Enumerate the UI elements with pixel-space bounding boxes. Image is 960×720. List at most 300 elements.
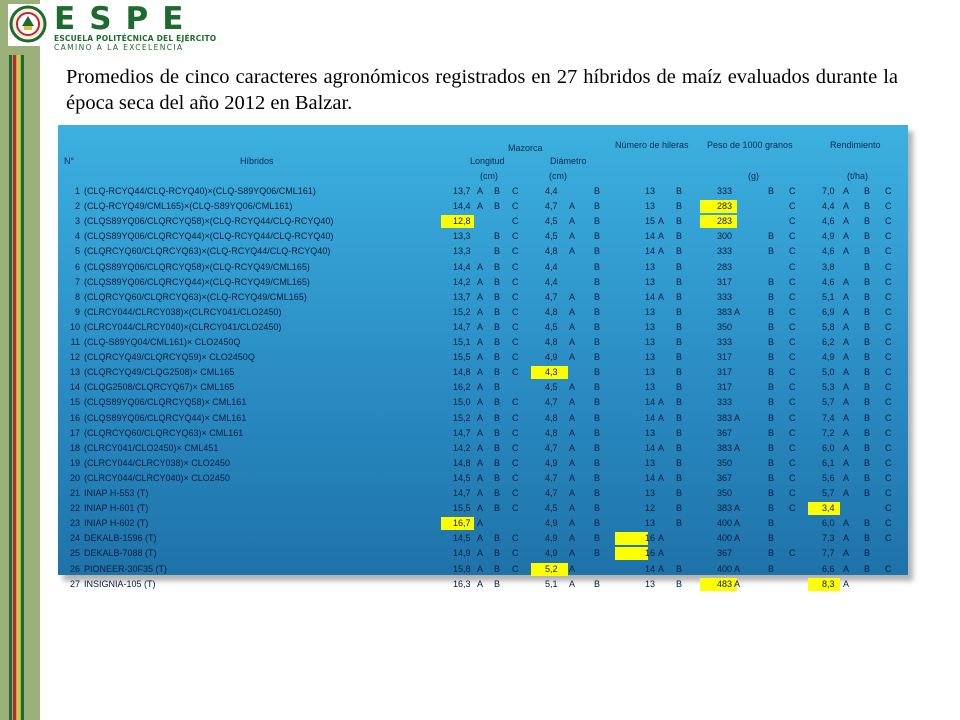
cell-n: 11 <box>70 337 80 347</box>
cell-pv: 283 <box>717 201 733 212</box>
cell-pb: B <box>768 472 775 483</box>
cell-lb: B <box>494 246 501 257</box>
cell-nb: B <box>676 578 683 589</box>
cell-n: 19 <box>69 457 80 468</box>
cell-nv: 14 <box>645 246 656 257</box>
table-row <box>0 441 960 456</box>
cell-da: A <box>569 397 576 408</box>
header-numero-hileras: Número de hileras <box>615 140 689 150</box>
cell-h: INIAP H-601 (T) <box>84 503 149 514</box>
cell-n: 16 <box>69 412 80 423</box>
cell-db: B <box>594 457 601 468</box>
cell-nb: B <box>676 457 683 468</box>
cell-pb: B <box>768 337 775 347</box>
cell-da: A <box>569 216 576 227</box>
cell-rc: C <box>885 216 892 227</box>
cell-nv: 13 <box>645 321 656 332</box>
cell-lb: B <box>494 503 501 514</box>
cell-lb: B <box>494 412 501 423</box>
cell-rv: 5,0 <box>822 367 835 378</box>
cell-rc: C <box>885 488 892 498</box>
cell-da: A <box>569 412 576 423</box>
cell-n: 12 <box>69 352 80 363</box>
cell-dv: 4,5 <box>545 321 558 332</box>
cell-lb: B <box>494 276 501 287</box>
cell-lv: 15,5 <box>453 352 471 363</box>
cell-h: (CLQS89YQ06/CLQRCYQ58)× CML161 <box>84 397 247 408</box>
cell-lv: 14,5 <box>453 472 471 483</box>
table-row <box>0 244 960 259</box>
cell-rv: 6,0 <box>822 442 835 453</box>
cell-n: 1 <box>74 186 80 196</box>
cell-lv: 14,2 <box>453 276 471 287</box>
cell-la: A <box>477 306 484 317</box>
cell-dv: 4,9 <box>545 533 558 544</box>
cell-la: A <box>477 457 484 468</box>
cell-nv: 13 <box>645 306 656 317</box>
cell-lc: C <box>512 427 519 438</box>
cell-lc: C <box>512 442 519 453</box>
cell-rv: 3,8 <box>822 261 835 272</box>
cell-ra: A <box>843 488 850 498</box>
cell-h: (CLQS89YQ06/CLQRCYQ44)×(CLQ-RCYQ44/CLQ-RCYQ40) <box>84 231 334 242</box>
cell-da: A <box>569 578 576 589</box>
cell-nb: B <box>676 352 683 363</box>
cell-rc: C <box>885 276 892 287</box>
cell-dv: 5,1 <box>545 578 558 589</box>
cell-lc: C <box>512 186 519 196</box>
cell-nv: 13 <box>645 261 656 272</box>
table-row <box>0 335 960 350</box>
cell-pv: 350 <box>717 488 733 498</box>
cell-da: A <box>569 427 576 438</box>
cell-nv: 14 <box>645 442 656 453</box>
cell-h: (CLQRCYQ60/CLQRCYQ63)× CML161 <box>84 427 244 438</box>
cell-h: DEKALB-1596 (T) <box>84 533 157 544</box>
cell-n: 13 <box>69 367 80 378</box>
cell-lv: 14,9 <box>453 548 471 559</box>
cell-rv: 7,4 <box>822 412 835 423</box>
table-row <box>0 546 960 561</box>
cell-ra: A <box>843 352 850 363</box>
cell-lv: 16,2 <box>453 382 471 393</box>
cell-pb: B <box>768 306 775 317</box>
cell-pb: B <box>768 291 775 302</box>
cell-rc: C <box>885 457 892 468</box>
cell-rb: B <box>864 488 871 498</box>
table-row <box>0 214 960 229</box>
cell-lc: C <box>512 563 519 574</box>
cell-lv: 14,7 <box>453 427 471 438</box>
cell-pb: B <box>768 367 775 378</box>
cell-ra: A <box>843 412 850 423</box>
cell-lv: 14,7 <box>453 488 471 498</box>
cell-na: A <box>658 533 665 544</box>
cell-dv: 4,7 <box>545 472 558 483</box>
cell-lv: 16,3 <box>453 578 471 589</box>
cell-pv: 317 <box>717 382 733 393</box>
cell-nb: B <box>676 427 683 438</box>
header-mazorca: Mazorca <box>508 143 543 153</box>
cell-la: A <box>477 276 484 287</box>
cell-nv: 13 <box>645 382 656 393</box>
cell-la: A <box>477 261 484 272</box>
cell-dv: 5,2 <box>545 563 558 574</box>
cell-rv: 7,7 <box>822 548 835 559</box>
cell-lc: C <box>512 261 519 272</box>
cell-pb: B <box>768 563 775 574</box>
cell-nb: B <box>676 367 683 378</box>
cell-dv: 4,8 <box>545 246 558 257</box>
cell-pb: B <box>768 321 775 332</box>
cell-dv: 4,8 <box>545 427 558 438</box>
table-row <box>0 562 960 577</box>
cell-nb: B <box>676 563 683 574</box>
cell-h: (CLQRCYQ49/CLQRCYQ59)× CLO2450Q <box>84 352 255 363</box>
cell-lb: B <box>494 533 501 544</box>
cell-pb: B <box>768 382 775 393</box>
cell-rb: B <box>864 321 871 332</box>
cell-rb: B <box>864 276 871 287</box>
cell-nb: B <box>676 201 683 212</box>
cell-nb: B <box>676 382 683 393</box>
cell-rv: 4,6 <box>822 246 835 257</box>
table-row <box>0 365 960 380</box>
cell-nb: B <box>676 397 683 408</box>
cell-h: (CLRCY044/CLRCY038)×(CLRCY041/CLO2450) <box>84 306 282 317</box>
cell-nb: B <box>676 488 683 498</box>
cell-lb: B <box>494 367 501 378</box>
cell-lb: B <box>494 457 501 468</box>
cell-rc: C <box>885 201 892 212</box>
cell-lb: B <box>494 472 501 483</box>
cell-db: B <box>594 548 601 559</box>
cell-da: A <box>569 457 576 468</box>
cell-dv: 4,8 <box>545 306 558 317</box>
cell-da: A <box>569 472 576 483</box>
cell-n: 23 <box>69 518 80 529</box>
cell-na: A <box>658 412 665 423</box>
cell-db: B <box>594 352 601 363</box>
cell-lc: C <box>512 503 519 514</box>
cell-db: B <box>594 442 601 453</box>
cell-dv: 4,9 <box>545 518 558 529</box>
cell-da: A <box>569 382 576 393</box>
cell-lv: 14,5 <box>453 533 471 544</box>
cell-h: (CLRCY044/CLRCY040)× CLO2450 <box>84 472 230 483</box>
cell-pv: 283 <box>717 216 733 227</box>
cell-rc: C <box>885 397 892 408</box>
cell-nv: 14 <box>645 563 656 574</box>
cell-n: 7 <box>74 276 80 287</box>
cell-pc: C <box>789 352 796 363</box>
cell-pa: A <box>734 578 741 589</box>
cell-dv: 4,8 <box>545 412 558 423</box>
cell-pb: B <box>768 503 775 514</box>
cell-rv: 6,0 <box>822 518 835 529</box>
cell-rv: 3,4 <box>822 503 835 514</box>
cell-da: A <box>569 442 576 453</box>
cell-nv: 14 <box>645 291 656 302</box>
cell-lc: C <box>512 276 519 287</box>
cell-rv: 4,9 <box>822 352 835 363</box>
cell-na: A <box>658 442 665 453</box>
cell-lb: B <box>494 231 501 242</box>
cell-nv: 12 <box>645 503 656 514</box>
header-unit-tha: (t/ha) <box>847 171 869 181</box>
cell-pb: B <box>768 533 775 544</box>
cell-pb: B <box>768 442 775 453</box>
cell-rv: 4,6 <box>822 276 835 287</box>
cell-na: A <box>658 472 665 483</box>
cell-la: A <box>477 397 484 408</box>
cell-nb: B <box>676 186 683 196</box>
cell-rv: 7,2 <box>822 427 835 438</box>
cell-rb: B <box>864 382 871 393</box>
cell-nb: B <box>676 337 683 347</box>
cell-dv: 4,3 <box>545 367 558 378</box>
cell-rb: B <box>864 427 871 438</box>
highlight-cell <box>615 547 648 560</box>
header-hibridos: Híbridos <box>240 156 274 166</box>
table-row <box>0 260 960 275</box>
header-longitud: Longitud <box>470 156 505 166</box>
cell-pc: C <box>789 261 796 272</box>
cell-h: (CLQ-RCYQ44/CLQ-RCYQ40)×(CLQ-S89YQ06/CML161) <box>84 186 316 196</box>
cell-n: 14 <box>69 382 80 393</box>
cell-dv: 4,9 <box>545 548 558 559</box>
cell-rc: C <box>885 472 892 483</box>
cell-pb: B <box>768 352 775 363</box>
cell-nb: B <box>676 291 683 302</box>
cell-pc: C <box>789 382 796 393</box>
cell-db: B <box>594 518 601 529</box>
cell-lc: C <box>512 367 519 378</box>
cell-h: (CLRCY041/CLO2450)× CML451 <box>84 442 219 453</box>
cell-la: A <box>477 548 484 559</box>
cell-nb: B <box>676 306 683 317</box>
cell-db: B <box>594 533 601 544</box>
cell-la: A <box>477 382 484 393</box>
cell-da: A <box>569 337 576 347</box>
cell-rc: C <box>885 246 892 257</box>
cell-rv: 5,6 <box>822 472 835 483</box>
cell-h: (CLQS89YQ06/CLQRCYQ58)×(CLQ-RCYQ44/CLQ-RCYQ40) <box>84 216 334 227</box>
cell-ra: A <box>843 321 850 332</box>
cell-lc: C <box>512 533 519 544</box>
cell-rv: 4,9 <box>822 231 835 242</box>
cell-ra: A <box>843 337 850 347</box>
cell-rb: B <box>864 261 871 272</box>
cell-la: A <box>477 352 484 363</box>
cell-rb: B <box>864 367 871 378</box>
cell-lv: 14,2 <box>453 442 471 453</box>
header-n: N° <box>64 156 75 166</box>
cell-lb: B <box>494 337 501 347</box>
cell-nv: 14 <box>645 412 656 423</box>
cell-lv: 14,8 <box>453 367 471 378</box>
cell-rc: C <box>885 442 892 453</box>
cell-h: (CLQS89YQ06/CLQRCYQ58)×(CLQ-RCYQ49/CML165) <box>84 261 310 272</box>
cell-nb: B <box>676 216 683 227</box>
cell-nb: B <box>676 472 683 483</box>
cell-pc: C <box>789 201 796 212</box>
cell-ra: A <box>843 306 850 317</box>
brand-name: ESPE <box>54 1 198 37</box>
cell-nv: 14 <box>645 397 656 408</box>
cell-la: A <box>477 367 484 378</box>
cell-pb: B <box>768 518 775 529</box>
cell-pc: C <box>789 216 796 227</box>
cell-lc: C <box>512 457 519 468</box>
cell-lb: B <box>494 321 501 332</box>
cell-n: 27 <box>69 578 80 589</box>
cell-pv: 400 <box>717 518 733 529</box>
cell-rc: C <box>885 503 892 514</box>
cell-rc: C <box>885 518 892 529</box>
cell-pc: C <box>789 412 796 423</box>
cell-n: 4 <box>74 231 80 242</box>
cell-n: 26 <box>69 563 80 574</box>
cell-ra: A <box>843 578 850 589</box>
cell-lc: C <box>512 488 519 498</box>
cell-lb: B <box>494 291 501 302</box>
cell-rc: C <box>885 321 892 332</box>
cell-h: DEKALB-7088 (T) <box>84 548 157 559</box>
table-row <box>0 275 960 290</box>
header-unit-g: (g) <box>748 171 759 181</box>
cell-la: A <box>477 472 484 483</box>
cell-pv: 333 <box>717 337 733 347</box>
cell-n: 6 <box>74 261 80 272</box>
cell-la: A <box>477 488 484 498</box>
cell-rv: 8,3 <box>822 578 835 589</box>
cell-rb: B <box>864 457 871 468</box>
cell-n: 18 <box>69 442 80 453</box>
cell-lv: 13,7 <box>453 291 471 302</box>
cell-rv: 5,7 <box>822 397 835 408</box>
cell-rc: C <box>885 261 892 272</box>
cell-nv: 15 <box>645 216 656 227</box>
cell-pc: C <box>789 337 796 347</box>
cell-da: A <box>569 548 576 559</box>
cell-lb: B <box>494 488 501 498</box>
cell-lb: B <box>494 427 501 438</box>
cell-ra: A <box>843 533 850 544</box>
cell-rb: B <box>864 397 871 408</box>
cell-rc: C <box>885 306 892 317</box>
cell-da: A <box>569 563 576 574</box>
cell-pb: B <box>768 412 775 423</box>
cell-lc: C <box>512 306 519 317</box>
cell-ra: A <box>843 548 850 559</box>
espe-seal-icon <box>8 4 48 46</box>
cell-db: B <box>594 291 601 302</box>
cell-pv: 283 <box>717 261 733 272</box>
cell-dv: 4,5 <box>545 382 558 393</box>
cell-ra: A <box>843 427 850 438</box>
cell-h: (CLRCY044/CLRCY040)×(CLRCY041/CLO2450) <box>84 321 282 332</box>
cell-ra: A <box>843 231 850 242</box>
cell-pc: C <box>789 321 796 332</box>
cell-n: 10 <box>69 321 80 332</box>
cell-db: B <box>594 503 601 514</box>
table-row <box>0 395 960 410</box>
cell-h: INSIGNIA-105 (T) <box>84 578 156 589</box>
header-rendimiento: Rendimiento <box>830 140 881 150</box>
cell-da: A <box>569 488 576 498</box>
cell-la: A <box>477 563 484 574</box>
cell-nv: 13 <box>645 352 656 363</box>
cell-pv: 483 <box>717 578 733 589</box>
cell-rv: 6,1 <box>822 457 835 468</box>
cell-rv: 6,2 <box>822 337 835 347</box>
cell-na: A <box>658 231 665 242</box>
cell-h: (CLQG2508/CLQRCYQ67)× CML165 <box>84 382 235 393</box>
cell-pv: 367 <box>717 427 733 438</box>
cell-lv: 14,4 <box>453 261 471 272</box>
table-row <box>0 380 960 395</box>
cell-n: 20 <box>69 472 80 483</box>
table-row <box>0 320 960 335</box>
cell-rv: 5,8 <box>822 321 835 332</box>
cell-la: A <box>477 533 484 544</box>
cell-dv: 4,7 <box>545 442 558 453</box>
header-diametro: Diámetro <box>550 156 587 166</box>
cell-nv: 14 <box>645 472 656 483</box>
cell-pc: C <box>789 246 796 257</box>
cell-la: A <box>477 442 484 453</box>
cell-pc: C <box>789 472 796 483</box>
cell-lv: 15,1 <box>453 337 471 347</box>
cell-ra: A <box>843 291 850 302</box>
cell-lv: 13,3 <box>453 231 471 242</box>
cell-db: B <box>594 246 601 257</box>
table-row <box>0 501 960 516</box>
highlight-cell <box>615 532 648 545</box>
cell-lb: B <box>494 548 501 559</box>
cell-rc: C <box>885 382 892 393</box>
cell-pv: 333 <box>717 397 733 408</box>
cell-pa: A <box>734 442 741 453</box>
table-row <box>0 531 960 546</box>
cell-rb: B <box>864 186 871 196</box>
cell-pv: 400 <box>717 533 733 544</box>
cell-lc: C <box>512 352 519 363</box>
cell-h: (CLQRCYQ60/CLQRCYQ63)×(CLQ-RCYQ44/CLQ-RCYQ40) <box>84 246 331 257</box>
cell-nb: B <box>676 442 683 453</box>
cell-lc: C <box>512 231 519 242</box>
cell-nb: B <box>676 246 683 257</box>
cell-da: A <box>569 231 576 242</box>
cell-nv: 16 <box>645 533 656 544</box>
cell-pv: 333 <box>717 186 733 196</box>
cell-pc: C <box>789 488 796 498</box>
cell-da: A <box>569 503 576 514</box>
cell-nv: 13 <box>645 427 656 438</box>
cell-db: B <box>594 488 601 498</box>
institution-name: ESCUELA POLITÉCNICA DEL EJÉRCITO <box>54 34 217 43</box>
cell-db: B <box>594 397 601 408</box>
cell-rb: B <box>864 306 871 317</box>
cell-da: A <box>569 201 576 212</box>
table-row <box>0 516 960 531</box>
cell-dv: 4,5 <box>545 503 558 514</box>
cell-n: 24 <box>69 533 80 544</box>
cell-n: 5 <box>74 246 80 257</box>
cell-h: (CLQRCYQ49/CLQG2508)× CML165 <box>84 367 235 378</box>
cell-lv: 14,4 <box>453 201 471 212</box>
